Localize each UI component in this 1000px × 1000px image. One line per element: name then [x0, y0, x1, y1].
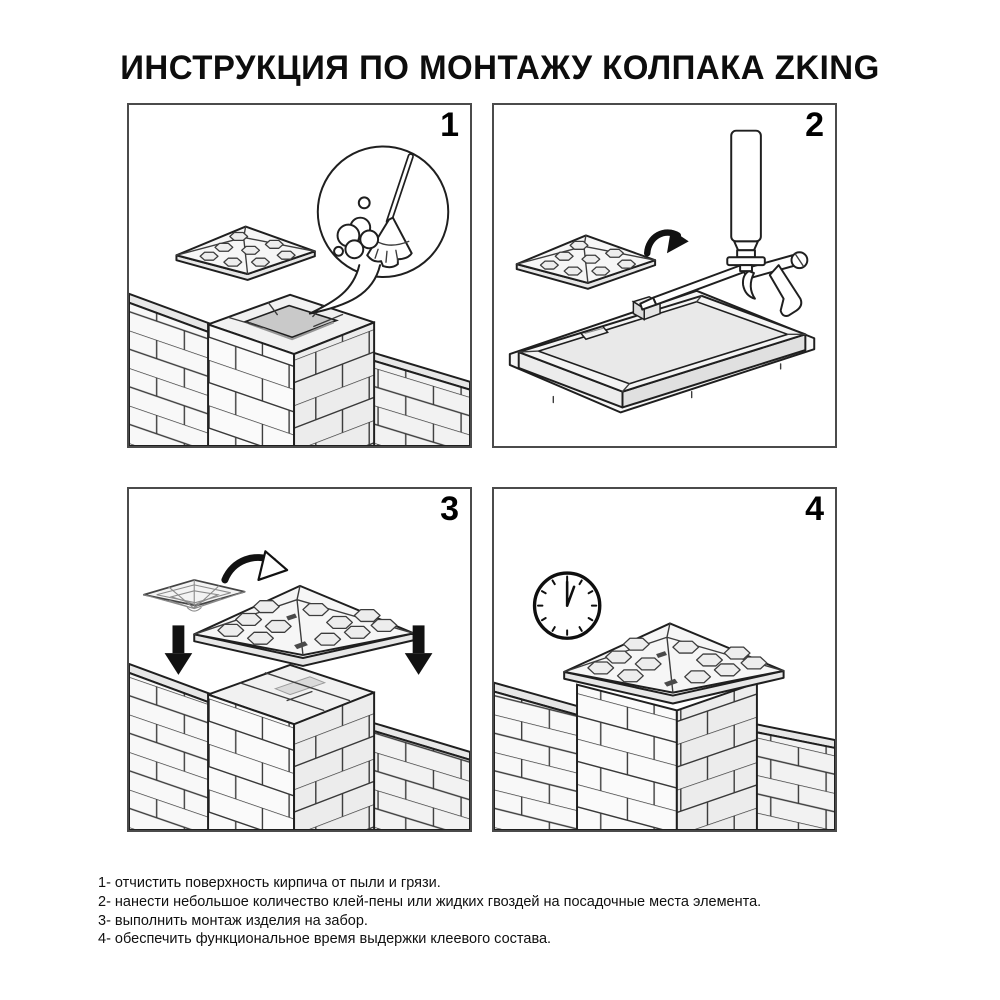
- panel-2: [492, 103, 837, 448]
- panel-4-illustration: [494, 489, 835, 830]
- foam-gun-icon: [640, 131, 807, 316]
- panel-4: [492, 487, 837, 832]
- speech-bubble: [310, 147, 448, 314]
- down-arrow-icon: [165, 625, 193, 674]
- clock-icon: [535, 573, 600, 638]
- cap-underside-tray: [510, 291, 814, 413]
- foam-canister: [727, 131, 765, 271]
- instruction-list: [98, 874, 761, 949]
- brick-pillar-covered: [208, 665, 374, 830]
- panel-1: [127, 103, 472, 448]
- flip-arrow-icon: [225, 551, 287, 580]
- panel-3: [127, 487, 472, 832]
- cap-underside-small: [144, 580, 245, 611]
- panel-number: 2: [805, 106, 824, 144]
- instruction-step-1: 1- отчистить поверхность кирпича от пыли и грязи.: [98, 875, 441, 891]
- panel-number: 4: [805, 490, 824, 528]
- instruction-step-4: 4- обеспечить функциональное время выдержки клеевого состава.: [98, 931, 552, 948]
- panel-2-illustration: [494, 105, 835, 446]
- panel-number: 1: [440, 106, 459, 144]
- cap-element: [176, 227, 314, 280]
- instruction-step-3: 3- выполнить монтаж изделия на забор.: [98, 912, 368, 929]
- instruction-step-2: 2- нанести небольшое количество клей-пены или жидких гвоздей на посадочные места элемента.: [98, 893, 762, 910]
- panel-number: 3: [440, 490, 459, 528]
- cap-element: [517, 235, 655, 288]
- panel-3-illustration: [129, 489, 470, 830]
- panel-1-illustration: [129, 105, 470, 446]
- page-title: ИНСТРУКЦИЯ ПО МОНТАЖУ КОЛПАКА ZKING: [120, 48, 880, 87]
- flip-arrow-icon: [647, 230, 689, 254]
- brick-pillar-open-top: [208, 295, 374, 446]
- brick-pillar: [577, 683, 757, 830]
